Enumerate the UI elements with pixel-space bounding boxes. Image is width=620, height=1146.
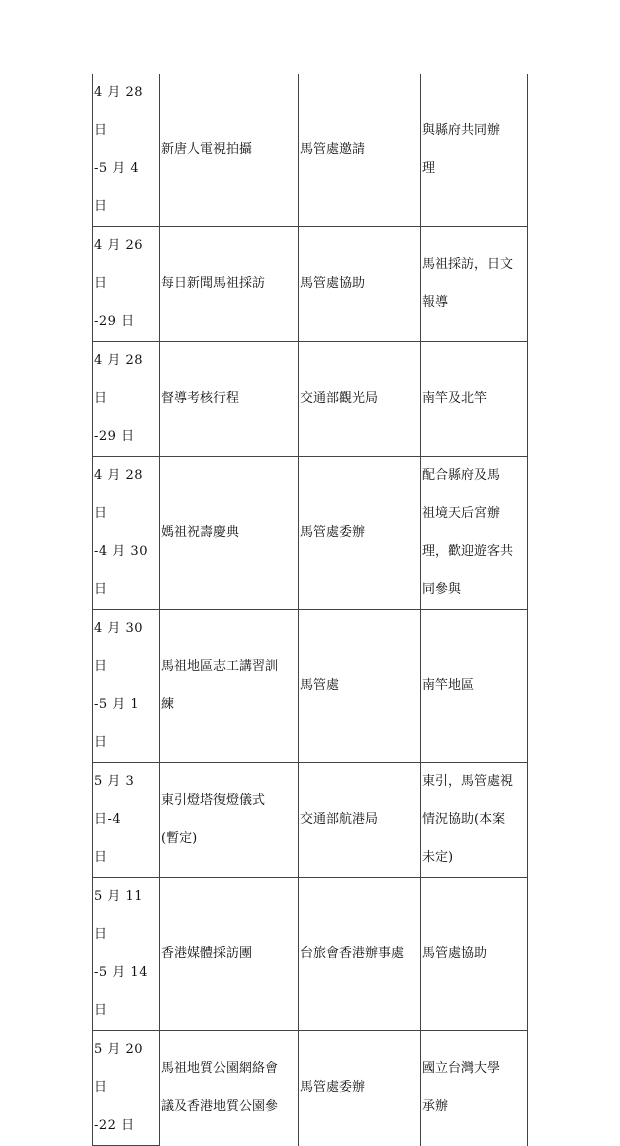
note-text: 與縣府共同辦: [422, 123, 501, 138]
date-text: 4 月 26 日: [94, 238, 144, 291]
note-cell: [421, 878, 528, 1031]
note-text: 祖境天后宮辦: [422, 506, 501, 521]
unit-text: 交通部觀光局: [300, 391, 379, 406]
note-cell: [421, 1031, 528, 1146]
unit-cell: [299, 74, 421, 227]
event-text: (暫定): [161, 831, 198, 846]
table-row: [93, 457, 528, 610]
event-cell: [160, 878, 299, 1031]
event-cell: [160, 74, 299, 227]
event-text: 練: [161, 697, 175, 712]
note-text: 馬管處協助: [422, 946, 488, 961]
date-cell: [93, 227, 160, 342]
event-cell: [160, 1031, 299, 1146]
date-text: -22 日: [94, 1118, 135, 1133]
event-text: 馬祖地區志工講習訓: [161, 659, 279, 674]
date-text: 4 月 28 日: [94, 353, 144, 406]
date-text: -5 月 1 日: [94, 697, 140, 750]
event-text: 東引燈塔復燈儀式: [161, 793, 266, 808]
table-row: [93, 1031, 528, 1146]
unit-text: 馬管處委辦: [300, 1080, 366, 1096]
note-cell: [421, 610, 528, 763]
note-text: 南竿及北竿: [422, 391, 488, 406]
date-text: -29 日: [94, 429, 135, 444]
date-text: 4 月 28 日: [94, 85, 144, 138]
unit-cell: [299, 457, 421, 610]
note-text: 理，歡迎遊客共: [422, 544, 514, 559]
table-row: [93, 763, 528, 878]
unit-text: 馬管處協助: [300, 276, 366, 291]
table-row: [93, 342, 528, 457]
date-text: 日: [94, 850, 108, 865]
event-cell: [160, 227, 299, 342]
note-cell: [421, 342, 528, 457]
date-text: 5 月 11 日: [94, 889, 144, 942]
unit-cell: [299, 342, 421, 457]
date-text: -29 日: [94, 314, 135, 329]
table-row: [93, 227, 528, 342]
note-cell: [421, 227, 528, 342]
unit-cell: [299, 1031, 421, 1146]
note-text: 南竿地區: [422, 678, 475, 693]
unit-text: 交通部航港局: [300, 812, 379, 827]
date-cell: [93, 74, 160, 227]
note-text: 東引，馬管處視: [422, 774, 514, 789]
unit-text: 台旅會香港辦事處: [300, 946, 405, 961]
note-text: 國立台灣大學: [422, 1061, 501, 1077]
event-text: 新唐人電視拍攝: [161, 142, 253, 157]
unit-cell: [299, 878, 421, 1031]
date-text: -5 月 4 日: [94, 161, 140, 214]
date-text: -5 月 14 日: [94, 965, 148, 1018]
event-schedule-table: [92, 74, 528, 1146]
event-cell: [160, 342, 299, 457]
note-cell: [421, 763, 528, 878]
unit-cell: [299, 610, 421, 763]
note-text: 同參與: [422, 582, 462, 597]
table-body: [93, 74, 528, 1146]
table-row: [93, 610, 528, 763]
date-cell: [93, 763, 160, 878]
date-text: 5 月 3 日-4: [94, 774, 135, 827]
date-text: -4 月 30 日: [94, 544, 148, 597]
unit-cell: [299, 763, 421, 878]
note-text: 承辦: [422, 1099, 449, 1115]
date-text: 4 月 30 日: [94, 621, 144, 674]
event-text: 香港媒體採訪團: [161, 946, 253, 961]
note-cell: [421, 457, 528, 610]
date-cell: [93, 342, 160, 457]
table-row: [93, 74, 528, 227]
event-text: 議及香港地質公園參: [161, 1099, 279, 1115]
note-text: 配合縣府及馬: [422, 468, 501, 483]
date-cell: [93, 610, 160, 763]
note-text: 理: [422, 161, 436, 176]
event-cell: [160, 763, 299, 878]
table-row: [93, 878, 528, 1031]
event-cell: [160, 457, 299, 610]
event-text: 媽祖祝壽慶典: [161, 525, 240, 540]
note-text: 情況協助(本案: [422, 812, 506, 827]
event-cell: [160, 610, 299, 763]
event-text: 每日新聞馬祖採訪: [161, 276, 266, 291]
unit-text: 馬管處邀請: [300, 142, 366, 157]
date-text: 5 月 20 日: [94, 1042, 144, 1095]
event-text: 督導考核行程: [161, 391, 240, 406]
date-cell: [93, 878, 160, 1031]
note-cell: [421, 74, 528, 227]
unit-text: 馬管處委辦: [300, 525, 366, 540]
date-cell: [93, 457, 160, 610]
unit-text: 馬管處: [300, 678, 340, 693]
note-text: 馬祖採訪，日文: [422, 257, 514, 272]
note-text: 未定): [422, 850, 454, 865]
note-text: 報導: [422, 295, 449, 310]
event-text: 馬祖地質公園網絡會: [161, 1061, 279, 1077]
date-text: 4 月 28 日: [94, 468, 144, 521]
date-cell: [93, 1031, 160, 1146]
unit-cell: [299, 227, 421, 342]
